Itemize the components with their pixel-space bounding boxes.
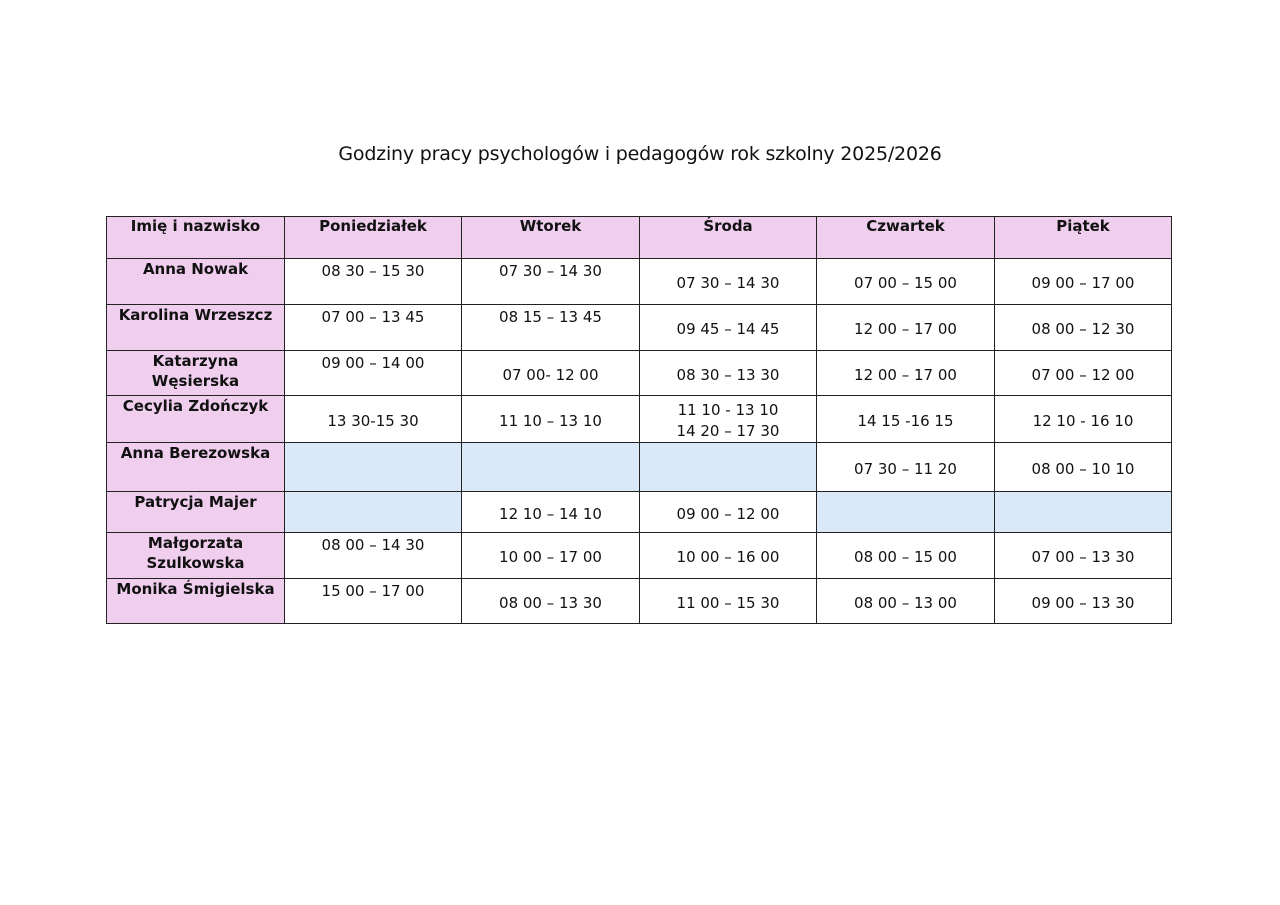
working-hours-text: 15 00 – 17 00 xyxy=(321,582,425,600)
working-hours-cell xyxy=(640,351,817,396)
working-hours-cell xyxy=(640,396,817,443)
working-hours-text: 08 00 – 14 30 xyxy=(321,536,425,554)
working-hours-cell xyxy=(285,579,462,624)
header-row xyxy=(107,217,1172,259)
working-hours-text: 11 00 – 15 30 xyxy=(676,593,780,612)
working-hours-cell xyxy=(817,533,995,579)
working-hours-cell xyxy=(462,305,640,351)
working-hours-cell xyxy=(995,351,1172,396)
working-hours-text: 08 00 – 13 30 xyxy=(499,593,602,612)
working-hours-cell xyxy=(640,533,817,579)
working-hours-text: 09 45 – 14 45 xyxy=(676,320,780,338)
working-hours-cell xyxy=(995,579,1172,624)
column-header-day: Wtorek xyxy=(462,217,640,259)
working-hours-text: 11 10 - 13 10 xyxy=(677,401,779,419)
working-hours-text: 07 30 – 11 20 xyxy=(854,459,957,478)
working-hours-text: 07 00 – 13 45 xyxy=(321,308,425,326)
table-row xyxy=(107,492,1172,533)
table-row xyxy=(107,351,1172,396)
working-hours-text: 07 00 – 13 30 xyxy=(1031,548,1135,566)
working-hours-cell xyxy=(462,259,640,305)
table-row xyxy=(107,259,1172,305)
working-hours-cell xyxy=(817,443,995,492)
working-hours-cell xyxy=(995,259,1172,305)
schedule-body xyxy=(107,259,1172,624)
working-hours-cell xyxy=(285,259,462,305)
employee-name: Anna Nowak xyxy=(107,259,285,305)
working-hours-text: 08 00 – 15 00 xyxy=(854,548,957,566)
working-hours-text: 12 00 – 17 00 xyxy=(854,320,957,338)
working-hours-cell xyxy=(817,259,995,305)
working-hours-text: 14 20 – 17 30 xyxy=(676,422,780,440)
table-row xyxy=(107,533,1172,579)
working-hours-cell xyxy=(640,579,817,624)
schedule-header xyxy=(107,217,1172,259)
working-hours-cell xyxy=(640,305,817,351)
employee-name: Karolina Wrzeszcz xyxy=(107,305,285,351)
working-hours-cell xyxy=(640,259,817,305)
working-hours-cell xyxy=(462,492,640,533)
working-hours-text: 09 00 – 13 30 xyxy=(1031,593,1135,612)
working-hours-cell xyxy=(995,305,1172,351)
table-row xyxy=(107,305,1172,351)
schedule-table xyxy=(106,216,1172,624)
working-hours-text: 14 15 -16 15 xyxy=(857,411,954,430)
working-hours-text: 08 00 – 10 10 xyxy=(1031,459,1135,478)
employee-name: Cecylia Zdończyk xyxy=(107,396,285,443)
empty-schedule-cell xyxy=(462,443,640,492)
working-hours-text: 07 00 – 12 00 xyxy=(1031,365,1135,384)
empty-schedule-cell xyxy=(817,492,995,533)
working-hours-cell xyxy=(462,351,640,396)
working-hours-cell xyxy=(462,396,640,443)
employee-name: Monika Śmigielska xyxy=(107,579,285,624)
working-hours-cell xyxy=(817,351,995,396)
column-header-name: Imię i nazwisko xyxy=(107,217,285,259)
working-hours-cell xyxy=(817,579,995,624)
working-hours-text: 07 00 – 15 00 xyxy=(854,274,957,292)
working-hours-text: 08 00 – 13 00 xyxy=(854,593,957,612)
working-hours-cell xyxy=(462,533,640,579)
working-hours-cell xyxy=(995,443,1172,492)
working-hours-text: 07 00- 12 00 xyxy=(502,365,599,384)
working-hours-text: 08 30 – 13 30 xyxy=(676,365,780,384)
working-hours-cell xyxy=(285,351,462,396)
column-header-day: Środa xyxy=(640,217,817,259)
working-hours-text: 10 00 – 17 00 xyxy=(499,548,602,566)
working-hours-cell xyxy=(285,396,462,443)
page-title: Godziny pracy psychologów i pedagogów rok szkolny 2025/2026 xyxy=(338,143,942,165)
column-header-day: Czwartek xyxy=(817,217,995,259)
working-hours-text: 08 00 – 12 30 xyxy=(1031,320,1135,338)
working-hours-text: 12 10 - 16 10 xyxy=(1032,411,1134,430)
working-hours-cell xyxy=(285,533,462,579)
working-hours-cell xyxy=(640,492,817,533)
empty-schedule-cell xyxy=(640,443,817,492)
working-hours-text: 07 30 – 14 30 xyxy=(499,262,602,280)
working-hours-cell xyxy=(817,396,995,443)
working-hours-cell xyxy=(462,579,640,624)
working-hours-cell xyxy=(995,533,1172,579)
table-row xyxy=(107,396,1172,443)
working-hours-text: 07 30 – 14 30 xyxy=(676,274,780,292)
working-hours-text: 13 30-15 30 xyxy=(327,411,419,430)
working-hours-cell xyxy=(995,396,1172,443)
empty-schedule-cell xyxy=(995,492,1172,533)
working-hours-text: 08 15 – 13 45 xyxy=(499,308,602,326)
working-hours-text: 09 00 – 12 00 xyxy=(676,504,780,523)
working-hours-cell xyxy=(817,305,995,351)
employee-name: Anna Berezowska xyxy=(107,443,285,492)
empty-schedule-cell xyxy=(285,443,462,492)
employee-name: Patrycja Majer xyxy=(107,492,285,533)
working-hours-text: 09 00 – 14 00 xyxy=(321,354,425,372)
table-row xyxy=(107,579,1172,624)
employee-name: Małgorzata Szulkowska xyxy=(107,533,285,579)
working-hours-text: 12 10 – 14 10 xyxy=(499,504,602,523)
empty-schedule-cell xyxy=(285,492,462,533)
column-header-day: Piątek xyxy=(995,217,1172,259)
employee-name: Katarzyna Węsierska xyxy=(107,351,285,396)
working-hours-text: 09 00 – 17 00 xyxy=(1031,274,1135,292)
working-hours-text: 12 00 – 17 00 xyxy=(854,365,957,384)
working-hours-text: 08 30 – 15 30 xyxy=(321,262,425,280)
table-row xyxy=(107,443,1172,492)
column-header-day: Poniedziałek xyxy=(285,217,462,259)
working-hours-text: 11 10 – 13 10 xyxy=(499,411,602,430)
working-hours-text: 10 00 – 16 00 xyxy=(676,548,780,566)
working-hours-cell xyxy=(285,305,462,351)
